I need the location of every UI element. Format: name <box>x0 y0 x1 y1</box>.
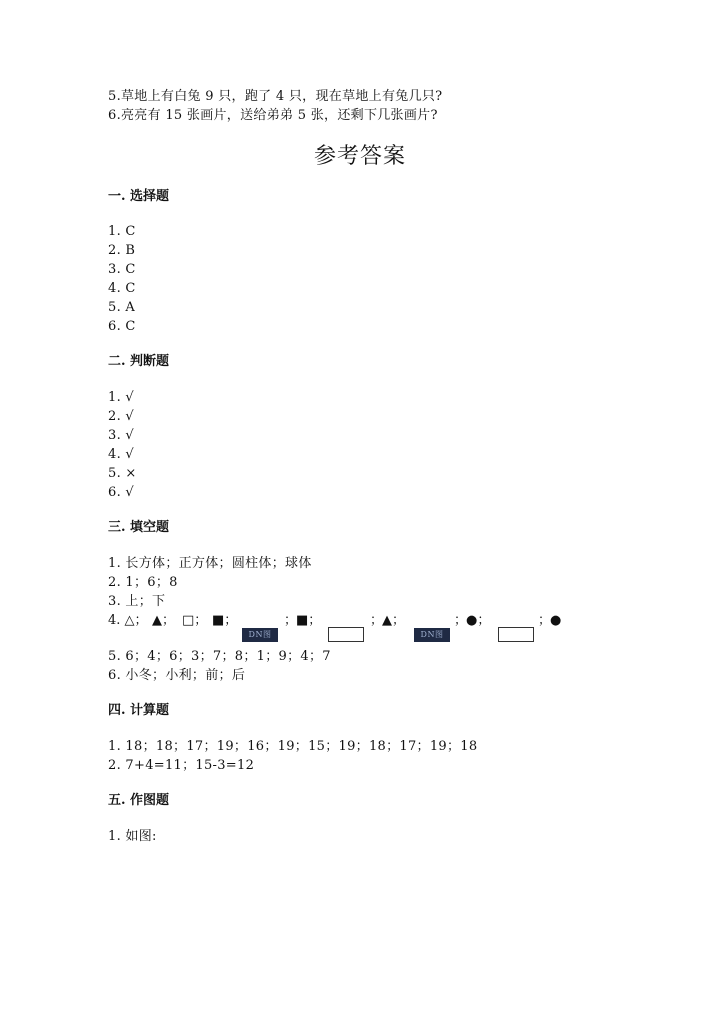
fill-4-token-10: ●； <box>466 613 491 628</box>
fill-4-token-11: ； <box>538 613 552 628</box>
fill-answer-2: 2. 1；6；8 <box>108 575 178 590</box>
page-title: 参考答案 <box>313 144 406 169</box>
fill-4-token-4: ■； <box>212 613 238 628</box>
choice-answer-1: 1. C <box>108 224 136 239</box>
fill-4-token-12: ● <box>550 613 562 628</box>
judge-answer-4: 4. √ <box>108 447 135 462</box>
filled-box-image-2: DN图 <box>414 628 450 642</box>
question-6: 6.亮亮有 15 张画片，送给弟弟 5 张，还剩下几张画片? <box>108 108 438 123</box>
calc-answer-1: 1. 18；18；17；19；16；19；15；19；18；17；19；18 <box>108 739 478 754</box>
section-heading-draw: 五. 作图题 <box>108 793 170 808</box>
fill-answer-6: 6. 小冬；小利；前；后 <box>108 668 246 683</box>
empty-rectangle-2 <box>498 627 534 642</box>
section-heading-judge: 二. 判断题 <box>108 354 170 369</box>
fill-answer-5: 5. 6；4；6；3；7；8；1；9；4；7 <box>108 649 331 664</box>
judge-answer-2: 2. √ <box>108 409 135 424</box>
judge-answer-5: 5. × <box>108 466 137 481</box>
filled-box-image-1: DN图 <box>242 628 278 642</box>
fill-answer-3: 3. 上；下 <box>108 594 166 609</box>
fill-answer-4 <box>108 612 578 646</box>
fill-4-token-9: ； <box>454 613 468 628</box>
question-5: 5.草地上有白兔 9 只，跑了 4 只，现在草地上有兔几只? <box>108 89 443 104</box>
empty-rectangle-1 <box>328 627 364 642</box>
judge-answer-6: 6. √ <box>108 485 135 500</box>
choice-answer-3: 3. C <box>108 262 136 277</box>
fill-4-token-7: ； <box>370 613 384 628</box>
fill-answer-1: 1. 长方体；正方体；圆柱体；球体 <box>108 556 312 571</box>
section-heading-choice: 一. 选择题 <box>108 189 170 204</box>
section-heading-fill: 三. 填空题 <box>108 520 170 535</box>
calc-answer-2: 2. 7+4=11；15-3=12 <box>108 758 255 773</box>
judge-answer-3: 3. √ <box>108 428 135 443</box>
choice-answer-5: 5. A <box>108 300 136 315</box>
judge-answer-1: 1. √ <box>108 390 135 405</box>
fill-4-token-3: □； <box>182 613 208 628</box>
choice-answer-6: 6. C <box>108 319 136 334</box>
fill-4-token-1: 4. △； <box>108 613 148 628</box>
fill-4-token-8: ▲； <box>382 613 405 628</box>
section-heading-calc: 四. 计算题 <box>108 703 170 718</box>
fill-4-token-2: ▲； <box>152 613 175 628</box>
choice-answer-2: 2. B <box>108 243 136 258</box>
choice-answer-4: 4. C <box>108 281 136 296</box>
fill-4-token-5: ； <box>284 613 298 628</box>
draw-answer-1: 1. 如图: <box>108 829 157 844</box>
fill-4-token-6: ■； <box>296 613 322 628</box>
